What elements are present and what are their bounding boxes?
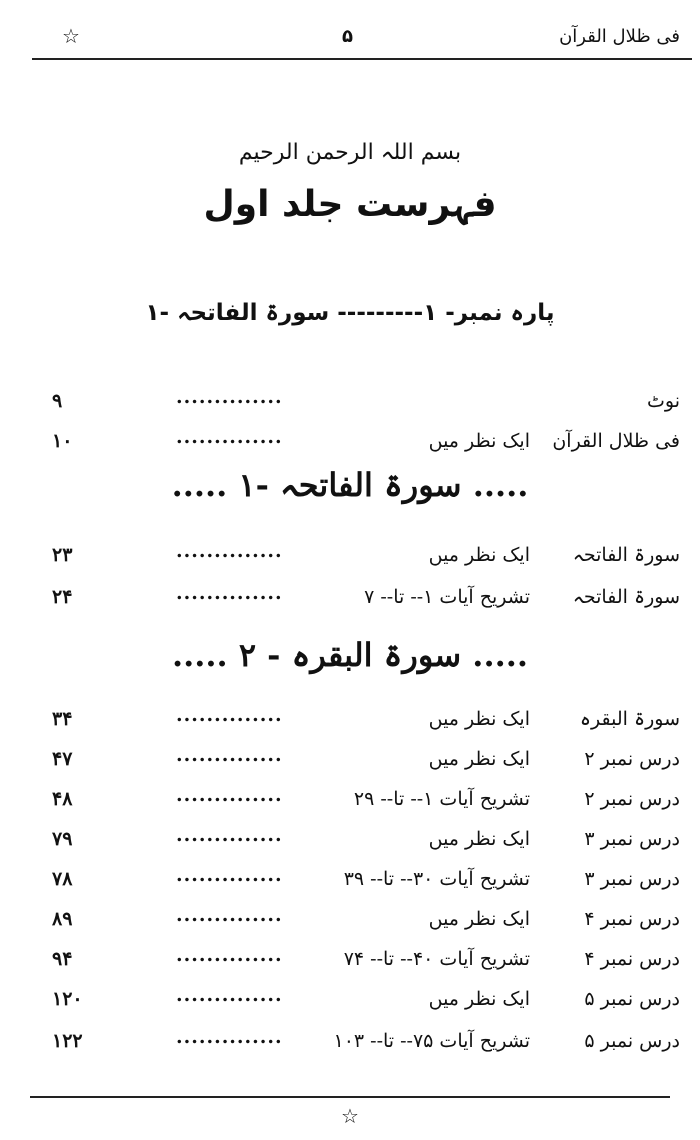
toc-row [36,704,680,738]
toc-leader: .............. [176,904,283,926]
page-number: ۵ [342,26,353,47]
toc-leader: .............. [176,784,283,806]
footer-rule [30,1096,670,1098]
toc-desc: ایک نظر میں [428,708,530,730]
toc-page: ۴۷ [52,748,73,770]
toc-page: ۸۹ [52,908,73,930]
toc-leader: .............. [176,704,283,726]
toc-row [36,904,680,938]
toc-desc: ایک نظر میں [428,828,530,850]
toc-page: ۱۲۲ [52,1030,83,1052]
toc-topic: سورۃ البقرہ [579,708,680,730]
toc-leader: .............. [176,426,283,448]
toc-topic: فی ظلال القرآن [552,430,680,452]
toc-page: ۹۴ [52,948,73,970]
toc-desc: تشریح آیات ۳۰-- تا-- ۳۹ [343,868,530,890]
para-heading: پارہ نمبر- ۱--------- سورۃ الفاتحہ -۱ [145,300,555,326]
toc-desc: تشریح آیات ۱-- تا-- ۷ [364,586,530,608]
toc-leader: .............. [176,944,283,966]
toc-page: ۷۹ [52,828,73,850]
toc-topic: درس نمبر ۳ [584,868,680,890]
toc-page: ۱۲۰ [52,988,83,1010]
star-icon: ☆ [341,1104,359,1128]
toc-desc: تشریح آیات ۴۰-- تا-- ۷۴ [343,948,530,970]
toc-page: ۱۰ [52,430,73,452]
toc-topic: نوٹ [647,390,680,412]
toc-page: ۴۸ [52,788,73,810]
toc-topic: سورۃ الفاتحہ [572,586,680,608]
toc-leader: .............. [176,824,283,846]
toc-topic: درس نمبر ۲ [584,748,680,770]
toc-row [36,864,680,898]
toc-topic: درس نمبر ۴ [584,908,680,930]
toc-row [36,944,680,978]
toc-row [36,984,680,1018]
toc-desc: تشریح آیات ۷۵-- تا-- ۱۰۳ [333,1030,530,1052]
toc-topic: درس نمبر ۲ [584,788,680,810]
star-icon: ☆ [62,24,80,48]
toc-page: ۷۸ [52,868,73,890]
surah-heading: ..... سورۃ البقرہ - ۲ ..... [171,636,528,674]
toc-topic: درس نمبر ۳ [584,828,680,850]
toc-leader: .............. [176,386,283,408]
toc-row [36,386,680,420]
toc-page: ۲۳ [52,544,73,566]
toc-row [36,784,680,818]
toc-page: ۳۴ [52,708,73,730]
toc-row [36,1026,680,1060]
toc-topic: درس نمبر ۴ [584,948,680,970]
page-header [32,18,692,60]
toc-topic: درس نمبر ۵ [584,988,680,1010]
toc-leader: .............. [176,864,283,886]
toc-topic: سورۃ الفاتحہ [572,544,680,566]
toc-page: ۲۴ [52,586,73,608]
toc-leader: .............. [176,984,283,1006]
toc-desc: تشریح آیات ۱-- تا-- ۲۹ [353,788,530,810]
toc-desc: ایک نظر میں [428,544,530,566]
toc-desc: ایک نظر میں [428,430,530,452]
toc-row [36,540,680,574]
toc-topic: درس نمبر ۵ [584,1030,680,1052]
toc-desc: ایک نظر میں [428,908,530,930]
toc-page: ۹ [52,390,63,412]
toc-row [36,824,680,858]
page-title: فہرست جلد اول [203,184,497,225]
toc-row [36,426,680,460]
toc-leader: .............. [176,744,283,766]
toc-desc: ایک نظر میں [428,988,530,1010]
bismillah: بسم اللہ الرحمن الرحیم [238,140,462,165]
running-title: فی ظلال القرآن [559,26,680,47]
toc-leader: .............. [176,582,283,604]
toc-leader: .............. [176,540,283,562]
toc-row [36,582,680,616]
surah-heading: ..... سورۃ الفاتحہ -۱ ..... [171,466,529,504]
toc-leader: .............. [176,1026,283,1048]
toc-desc: ایک نظر میں [428,748,530,770]
toc-row [36,744,680,778]
